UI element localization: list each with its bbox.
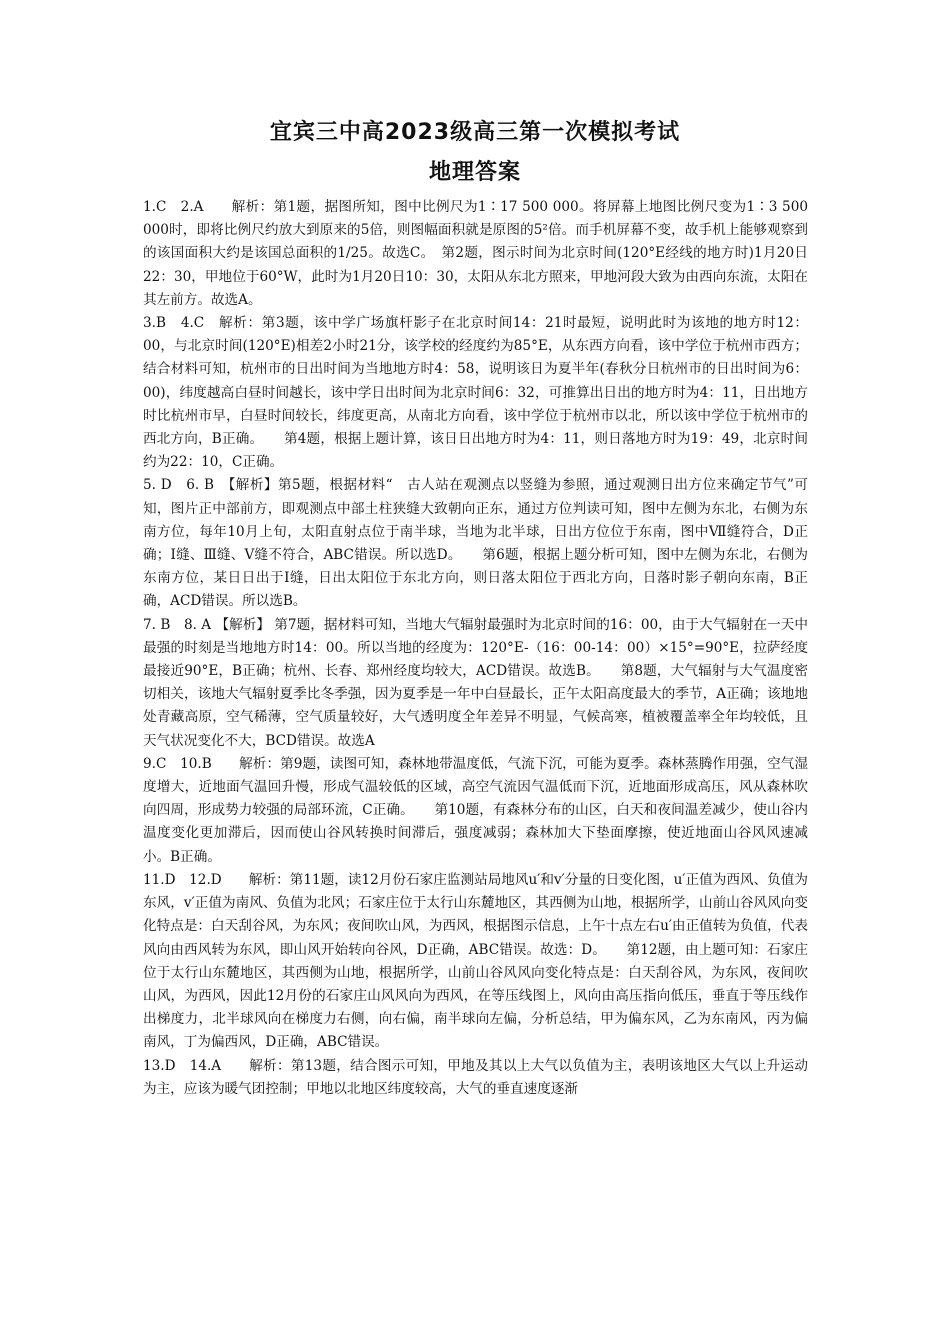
answer-paragraph-q1-q2: 1.C 2.A 解析：第1题，据图所知，图中比例尺为1∶17 500 000。将屏幕上地图比例尺变为1∶3 500 000时，即将比例尺约放大到原来的5倍，则图幅面积就是原图的5²倍。而手机屏幕不变，故手机上能够观察到的该国面积大约是该国总面积的1/25。故选C。 第2题，图示时间为北京时间(120°E经线的地方时)1月20日22：30，甲地位于60°W，此时为1月20日10：30，太阳从东北方照来，甲地河段大致为由西向东流，太阳在其左前方。故选A。 [143,199,808,308]
document-subtitle: 地理答案 [428,160,521,185]
document-title: 宜宾三中高2023级高三第一次模拟考试 [269,120,681,145]
answer-body [143,196,808,1101]
answer-paragraph-q7-q8: 7. B 8. A 【解析】 第7题，据材料可知，当地大气辐射最强时为北京时间的16：00，由于大气辐射在一天中最强的时刻是当地地方时14：00。所以当地的经度为：120°E-（16：00-14：00）×15°=90°E，拉萨经度最接近90°E，B正确；杭州、长春、郑州经度均较大，ACD错误。故选B。 第8题，大气辐射与大气温度密切相关，该地大气辐射夏季比冬季强，因为夏季是一年中白昼最长，正午太阳高度最大的季节，A正确；该地地处青藏高原，空气稀薄，空气质量较好，大气透明度全年差异不明显，气候高寒，植被覆盖率全年均较低，且天气状况变化不大，BCD错误。故选A [143,616,808,749]
answer-paragraph-q13-q14: 13.D 14.A 解析：第13题，结合图示可知，甲地及其以上大气以负值为主，表明该地区大气以上升运动为主，应该为暖气团控制；甲地以北地区纬度较高，大气的垂直速度逐渐 [143,1057,808,1097]
answer-paragraph-q3-q4: 3.B 4.C 解析：第3题，该中学广场旗杆影子在北京时间14：21时最短，说明此时为该地的地方时12：00，与北京时间(120°E)相差2小时21分，该学校的经度约为85°E，从东西方向看，该中学位于杭州市西方；结合材料可知，杭州市的日出时间为当地地方时4：58，说明该日为夏半年(春秋分日杭州市的日出时间为6：00)，纬度越高白昼时间越长，该中学日出时间为北京时间6：32，可推算出日出的地方时为4：11，日出地方时比杭州市早，白昼时间较长，纬度更高，从南北方向看，该中学位于杭州市以北，所以该中学位于杭州市的西北方向，B正确。 第4题，根据上题计算，该日日出地方时为4：11，则日落地方时为19：49，北京时间约为22：10，C正确。 [143,315,808,471]
answer-paragraph-q9-q10: 9.C 10.B 解析：第9题，读图可知，森林地带温度低，气流下沉，可能为夏季。森林蒸腾作用强，空气湿度增大，近地面气温回升慢，形成气温较低的区域，高空气流因气温低而下沉，近地面形成高压，风从森林吹向四周，形成势力较强的局部环流，C正确。 第10题，有森林分布的山区，白天和夜间温差减少，使山谷内温度变化更加滞后，因而使山谷风转换时间滞后，强度减弱；森林加大下垫面摩擦，使近地面山谷风风速减小。B正确。 [143,755,808,865]
answer-paragraph-q11-q12: 11.D 12.D 解析：第11题，读12月份石家庄监测站局地风u′和v′分量的日变化图，u′正值为西风、负值为东风，v′正值为南风、负值为北风；石家庄位于太行山东麓地区，其西侧为山地，根据所学，山前山谷风风向变化特点是：白天刮谷风，为东风；夜间吹山风，为西风，根据图示信息，上午十点左右u′由正值转为负值，代表风向由西风转为东风，即山风开始转向谷风，D正确，ABC错误。故选：D。 第12题，由上题可知：石家庄位于太行山东麓地区，其西侧为山地，根据所学，山前山谷风风向变化特点是：白天刮谷风，为东风，夜间吹山风，为西风，因此12月份的石家庄山风风向为西风，在等压线图上，风向由高压指向低压，垂直于等压线作出梯度力，北半球风向在梯度力右侧，向右偏，南半球向左偏，分析总结，甲为偏东风，乙为东南风，丙为偏南风，丁为偏西风，D正确，ABC错误。 [143,871,808,1051]
answer-paragraph-q5-q6: 5. D 6. B 【解析】第5题，根据材料“ 古人站在观测点以竖缝为参照，通过观测日出方位来确定节气”可知，图片正中部前方，即观测点中部土柱狭缝大致朝向正东，通过方位判读可知，图中左侧为东北，右侧为东南方位，每年10月上旬，太阳直射点位于南半球，当地为北半球，日出方位位于东南，图中Ⅶ缝符合，D正确；Ⅰ缝、Ⅲ缝、Ⅴ缝不符合，ABC错误。所以选D。 第6题，根据上题分析可知，图中左侧为东北，右侧为东南方位，某日日出于Ⅰ缝，日出太阳位于东北方向，则日落太阳位于西北方向，日落时影子朝向东南，B正确，ACD错误。所以选B。 [143,477,808,610]
